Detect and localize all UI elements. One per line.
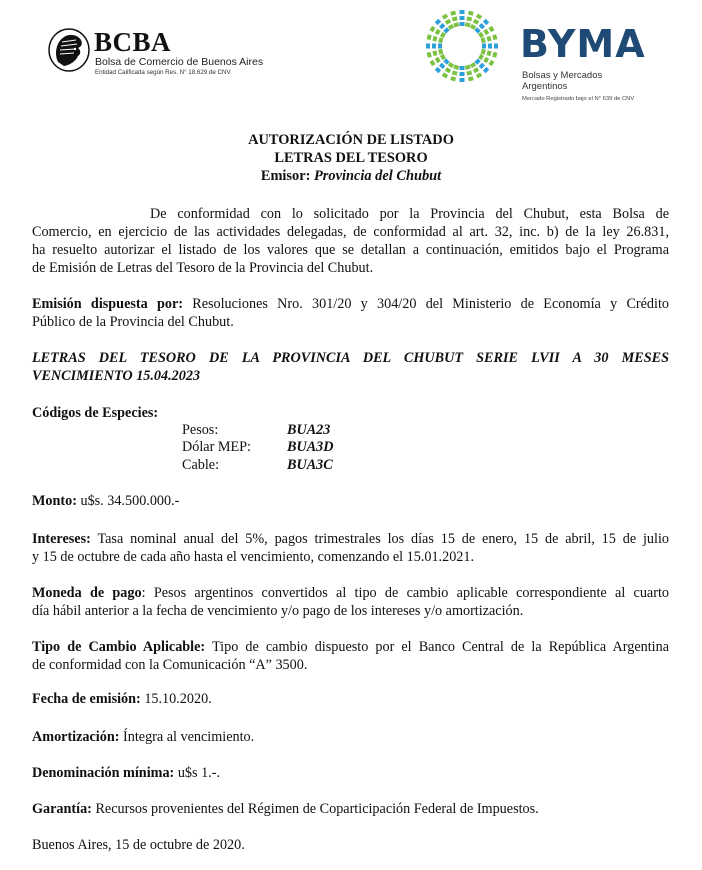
byma-ray — [425, 36, 442, 41]
moneda-text-2: día hábil anterior a la fecha de vencimiento y/o pago de los intereses y/o amortización. — [32, 603, 524, 619]
emision-text-1: Resoluciones Nro. 301/20 y 304/20 del Ministerio de Economía y Crédito — [182, 296, 669, 312]
emisor-label: Emisor: — [260, 168, 311, 184]
denominacion-label: Denominación mínima: — [32, 765, 175, 781]
byma-subtitle-2: Argentinos — [522, 81, 568, 92]
amortizacion-value: Íntegra al vencimiento. — [119, 729, 255, 745]
byma-ray — [467, 9, 472, 26]
series-line-2: VENCIMIENTO 15.04.2023 — [32, 368, 201, 384]
byma-ray — [425, 51, 442, 56]
codigo-label: Dólar MEP: — [182, 439, 251, 455]
byma-ray — [452, 65, 457, 82]
garantia-label: Garantía: — [32, 801, 92, 817]
emision-label: Emisión dispuesta por: — [32, 296, 183, 312]
byma-ray — [481, 36, 498, 41]
monto-value: u$s. 34.500.000.- — [76, 493, 180, 509]
document-subtitle: LETRAS DEL TESORO — [274, 150, 428, 166]
codigos-label: Códigos de Especies: — [32, 405, 159, 421]
codigo-value: BUA3C — [287, 457, 333, 473]
moneda-label: Moneda de pago — [32, 585, 142, 601]
moneda-text-1: : Pesos argentinos convertidos al tipo de cambio aplicable correspondiente al cuarto — [141, 585, 669, 601]
garantia-paragraph — [32, 800, 669, 818]
tipo-cambio-text-2: de conformidad con la Comunicación “A” 3500. — [32, 657, 308, 673]
codigo-value: BUA23 — [287, 422, 331, 438]
byma-note: Mercado Registrado bajo el N° 639 de CNV — [522, 96, 635, 102]
byma-logo — [422, 6, 672, 110]
intro-line: De conformidad con lo solicitado por la Provincia del Chubut, esta Bolsa de — [150, 206, 669, 222]
document-title: AUTORIZACIÓN DE LISTADO — [248, 132, 454, 148]
intereses-text-2: y 15 de octubre de cada año hasta el vencimiento, comenzando el 15.01.2021. — [32, 549, 475, 565]
series-line-1: LETRAS DEL TESORO DE LA PROVINCIA DEL CHUBUT SERIE LVII A 30 MESES — [32, 350, 669, 366]
codigo-row — [182, 438, 482, 456]
bcba-note: Entidad Calificada según Res. N° 18.629 de CNV — [95, 69, 231, 76]
byma-emblem-icon — [422, 6, 502, 86]
byma-ray — [481, 51, 498, 56]
emision-text-2: Público de la Provincia del Chubut. — [32, 314, 234, 330]
bcba-name: BCBA — [94, 27, 172, 57]
intereses-label: Intereses: — [32, 531, 91, 547]
intro-paragraph — [32, 205, 669, 277]
emision-paragraph — [32, 295, 669, 331]
intereses-text-1: Tasa nominal anual del 5%, pagos trimestrales los días 15 de enero, 15 de abril, 15 de julio — [90, 531, 669, 547]
lugar-fecha: Buenos Aires, 15 de octubre de 2020. — [32, 837, 245, 853]
byma-subtitle-1: Bolsas y Mercados — [522, 70, 603, 81]
monto-paragraph — [32, 492, 669, 510]
tipo-cambio-text-1: Tipo de cambio dispuesto por el Banco Central de la República Argentina — [205, 639, 669, 655]
monto-label: Monto: — [32, 493, 77, 509]
emision-line — [32, 295, 669, 313]
amortizacion-paragraph — [32, 728, 669, 746]
codigo-label: Pesos: — [182, 422, 219, 438]
codigo-row — [182, 456, 482, 474]
byma-ray — [452, 9, 457, 26]
denominacion-value: u$s 1.-. — [174, 765, 220, 781]
intro-line: de Emisión de Letras del Tesoro de la Provincia del Chubut. — [32, 260, 374, 276]
codigo-row — [182, 421, 482, 439]
fecha-label: Fecha de emisión: — [32, 691, 141, 707]
codigo-label: Cable: — [182, 457, 220, 473]
byma-ray — [467, 65, 472, 82]
moneda-paragraph — [32, 584, 669, 620]
fecha-paragraph — [32, 690, 669, 708]
emisor-line — [0, 167, 702, 185]
bcba-logo — [48, 26, 278, 82]
codigo-value: BUA3D — [287, 439, 334, 455]
intro-line: ha resuelto autorizar el listado de los valores que se detallan a continuación, emitidos bajo el Programa — [32, 242, 669, 258]
intro-line: Comercio, en ejercicio de las actividades delegadas, de conformidad al art. 32, inc. b) de la ley 26.831, — [32, 224, 669, 240]
garantia-value: Recursos provenientes del Régimen de Coparticipación Federal de Impuestos. — [91, 801, 539, 817]
bcba-subtitle: Bolsa de Comercio de Buenos Aires — [95, 56, 264, 68]
denominacion-paragraph — [32, 764, 669, 782]
amortizacion-label: Amortización: — [32, 729, 120, 745]
series-heading — [32, 349, 669, 385]
tipo-cambio-paragraph — [32, 638, 669, 674]
fecha-value: 15.10.2020. — [140, 691, 212, 707]
emisor-value: Provincia del Chubut — [314, 168, 442, 184]
intereses-paragraph — [32, 530, 669, 566]
tipo-cambio-label: Tipo de Cambio Aplicable: — [32, 639, 206, 655]
bcba-emblem-icon — [48, 28, 90, 72]
byma-name: BYMA — [520, 22, 646, 66]
